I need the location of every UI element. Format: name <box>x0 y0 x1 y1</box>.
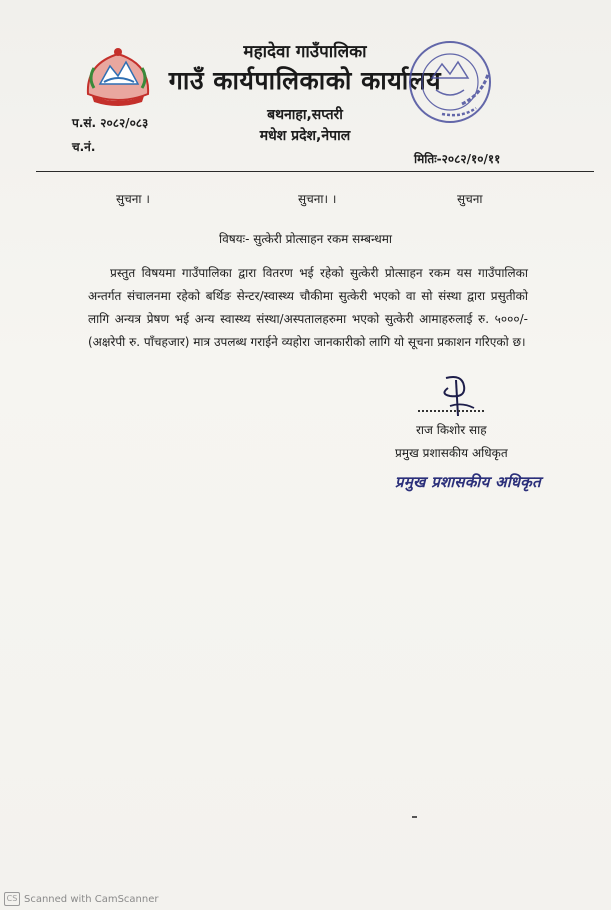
letter-body: प्रस्तुत विषयमा गाउँपालिका द्वारा वितरण भई रहेको सुत्केरी प्रोत्साहन रकम यस गाउँपालिका अन्तर्गत संचालनमा रहेको बर्थिङ सेन्टर/स्वास्थ्य चौकीमा सुत्केरी भएको वा सो संस्था द्वारा प्रसुतीको लागि अन्यत्र प्रेषण भई अन्य स्वास्थ्य संस्था/अस्पतालहरुमा भएको सुत्केरी आमाहरुलाई रु. ५०००/- (अक्षरेपी रु. पाँचहजार) मात्र उपलब्ध गराईने व्यहोरा जानकारीको लागि यो सूचना प्रकाशन गरिएको छ। <box>88 266 528 349</box>
letter-subject: विषयः- सुत्केरी प्रोत्साहन रकम सम्बन्धमा <box>218 232 393 246</box>
header-divider <box>36 171 594 172</box>
nepal-emblem-icon <box>80 44 156 106</box>
address-line2: मधेश प्रदेश,नेपाल <box>259 128 351 144</box>
scan-speck <box>412 816 417 818</box>
letter-date: मितिः-२०८२/१०/११ <box>414 152 501 166</box>
office-name: गाउँ कार्यपालिकाको कार्यालय <box>168 66 442 95</box>
address-line1: बथनाहा,सप्तरी <box>267 107 343 123</box>
designation-stamp: प्रमुख प्रशासकीय अधिकृत <box>395 473 541 491</box>
handwritten-signature-icon <box>432 372 482 420</box>
signer-name: राज किशोर साह <box>416 423 487 437</box>
notice-label-1: सुचना । <box>116 192 150 206</box>
org-name: महादेवा गाउँपालिका <box>243 42 367 62</box>
scanner-watermark-text: Scanned with CamScanner <box>24 893 159 905</box>
camscanner-logo-icon: CS <box>4 892 20 906</box>
signature-line <box>418 410 484 412</box>
signer-title: प्रमुख प्रशासकीय अधिकृत <box>395 446 508 460</box>
scanner-watermark <box>4 892 159 906</box>
dispatch-number: च.नं. <box>72 140 96 154</box>
notice-label-3: सुचना <box>457 192 483 206</box>
office-stamp-icon <box>402 34 498 130</box>
notice-label-2: सुचना। । <box>298 192 337 206</box>
reference-number: प.सं. २०८२/०८३ <box>72 116 149 130</box>
